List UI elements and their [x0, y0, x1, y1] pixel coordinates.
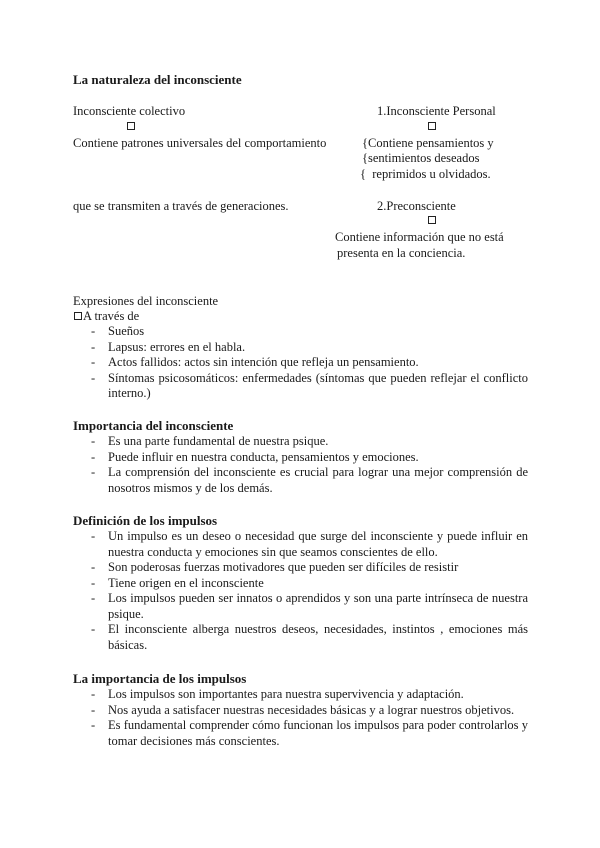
checkbox-icon — [127, 122, 135, 130]
checkbox-icon — [428, 216, 436, 224]
list-item: - La comprensión del inconsciente es crucial para lograr una mejor comprensión de nosotros mismos y de los demás. — [73, 465, 528, 496]
list-item: - Tiene origen en el inconsciente — [73, 576, 528, 592]
inconsciente-colectivo-desc-2: que se transmiten a través de generaciones. — [73, 199, 289, 213]
importancia-heading: Importancia del inconsciente — [73, 418, 234, 433]
list-item: - El inconsciente alberga nuestros deseos, necesidades, instintos , emociones más básicas. — [73, 622, 528, 653]
inconsciente-colectivo-desc: Contiene patrones universales del comportamiento — [73, 136, 327, 150]
expresiones-intro — [74, 309, 139, 325]
expresiones-list — [73, 324, 528, 402]
importancia-impulsos-list — [73, 687, 528, 749]
list-item: - Es fundamental comprender cómo funcionan los impulsos para poder controlarlos y tomar decisiones más conscientes. — [73, 718, 528, 749]
list-item: - Un impulso es un deseo o necesidad que surge del inconsciente y puede influir en nuestra conducta y emociones sin que seamos conscientes de ello. — [73, 529, 528, 560]
expresiones-heading: Expresiones del inconsciente — [73, 294, 219, 308]
inconsciente-colectivo-heading: Inconsciente colectivo — [73, 104, 186, 118]
list-item: - Lapsus: errores en el habla. — [73, 340, 528, 356]
list-item: - Los impulsos pueden ser innatos o aprendidos y son una parte intrínseca de nuestra psique. — [73, 591, 528, 622]
list-item: - Es una parte fundamental de nuestra psique. — [73, 434, 528, 450]
page-title: La naturaleza del inconsciente — [73, 72, 242, 87]
inconsciente-personal-heading: 1.Inconsciente Personal — [377, 104, 496, 118]
preconsciente-line: presenta en la conciencia. — [337, 246, 466, 260]
list-item: - Son poderosas fuerzas motivadores que pueden ser difíciles de resistir — [73, 560, 528, 576]
definicion-list — [73, 529, 528, 653]
list-item: - Síntomas psicosomáticos: enfermedades (síntomas que pueden reflejar el conflicto interno.) — [73, 371, 528, 402]
checkbox-icon — [428, 122, 436, 130]
definicion-heading: Definición de los impulsos — [73, 513, 218, 528]
list-item: - Sueños — [73, 324, 528, 340]
list-item: - Puede influir en nuestra conducta, pensamientos y emociones. — [73, 450, 528, 466]
inconsciente-personal-line: {Contiene pensamientos y — [362, 136, 494, 150]
preconsciente-line: Contiene información que no está — [335, 230, 504, 244]
checkbox-icon — [74, 312, 82, 320]
list-item: - Actos fallidos: actos sin intención que refleja un pensamiento. — [73, 355, 528, 371]
inconsciente-personal-line: { reprimidos u olvidados. — [360, 167, 491, 181]
preconsciente-heading: 2.Preconsciente — [377, 199, 456, 213]
inconsciente-personal-line: {sentimientos deseados — [362, 151, 480, 165]
importancia-list — [73, 434, 528, 496]
expresiones-intro-text: A través de — [83, 309, 140, 323]
list-item: - Nos ayuda a satisfacer nuestras necesidades básicas y a lograr nuestros objetivos. — [73, 703, 528, 719]
list-item: - Los impulsos son importantes para nuestra supervivencia y adaptación. — [73, 687, 528, 703]
importancia-impulsos-heading: La importancia de los impulsos — [73, 671, 247, 686]
